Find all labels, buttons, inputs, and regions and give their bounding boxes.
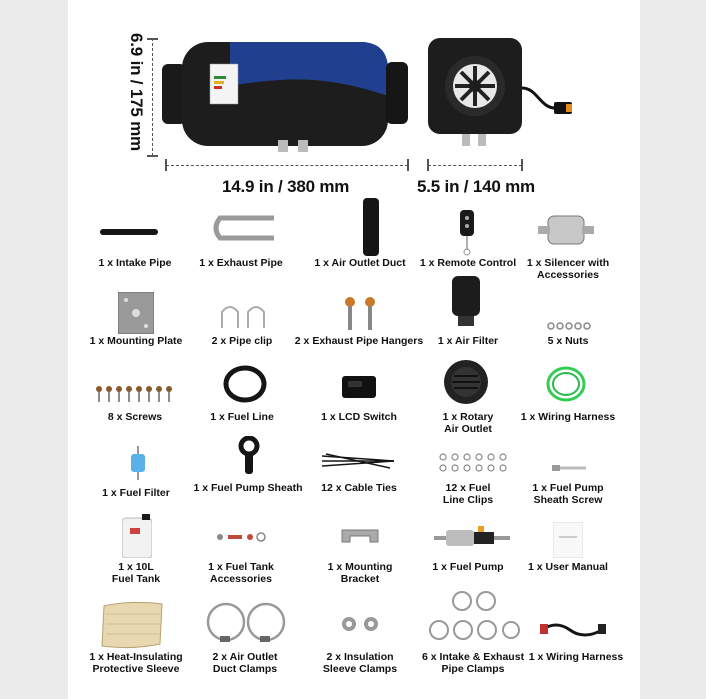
item-label: 1 x Mounting Bracket xyxy=(327,561,393,585)
item-label: 8 x Screws xyxy=(107,411,163,423)
item-label: 1 x Mounting Plate xyxy=(89,335,183,347)
item-label: 1 x Fuel Tank Accessories xyxy=(208,561,274,585)
air-outlet-duct-icon xyxy=(360,198,382,263)
cable-ties-icon xyxy=(322,452,394,475)
item-label: 1 x Silencer with Accessories xyxy=(526,257,610,281)
nuts-icon xyxy=(547,318,591,336)
pipe-clip-icon xyxy=(218,302,270,335)
item-label: 1 x Air Filter xyxy=(437,335,499,347)
mounting-bracket-icon xyxy=(340,528,380,553)
item-label: 1 x Wiring Harness xyxy=(520,411,616,423)
heater-side-view xyxy=(160,36,410,156)
insulating-sleeve-icon xyxy=(100,600,166,655)
item-label: 1 x Fuel Pump xyxy=(432,561,504,573)
width-dim-line xyxy=(428,165,522,166)
item-label: 1 x Fuel Pump Sheath Screw xyxy=(532,482,604,506)
wiring-harness-green-icon xyxy=(544,364,588,409)
tank-accessories-icon xyxy=(216,530,266,548)
item-label: 1 x Fuel Line xyxy=(210,411,274,423)
width-dimension: 5.5 in / 140 mm xyxy=(417,177,535,196)
item-label: 1 x Fuel Filter xyxy=(102,487,170,499)
item-label: 6 x Intake & Exhaust Pipe Clamps xyxy=(421,651,525,675)
lcd-switch-icon xyxy=(342,376,376,403)
mounting-plate-icon xyxy=(118,292,154,339)
screws-icon xyxy=(95,386,175,409)
heater-front-view xyxy=(428,38,580,154)
height-dimension: 6.9 in / 175 mm xyxy=(127,33,146,151)
width-dim-tick-right xyxy=(521,159,523,171)
height-dim-tick-top xyxy=(147,38,158,40)
user-manual-icon xyxy=(553,522,583,563)
duct-clamps-icon xyxy=(206,600,286,649)
item-label: 1 x 10L Fuel Tank xyxy=(111,561,161,585)
pump-sheath-icon xyxy=(236,436,262,481)
height-dim-tick-bottom xyxy=(147,155,158,157)
fuel-filter-icon xyxy=(128,446,148,487)
item-label: 2 x Pipe clip xyxy=(211,335,273,347)
item-label: 1 x Rotary Air Outlet xyxy=(442,411,494,435)
pipe-clamps-icon xyxy=(428,590,520,649)
item-label: 1 x LCD Switch xyxy=(321,411,397,423)
length-dimension: 14.9 in / 380 mm xyxy=(222,177,350,196)
intake-pipe-icon xyxy=(100,225,160,243)
item-label: 1 x Exhaust Pipe xyxy=(199,257,283,269)
fuel-pump-icon xyxy=(434,524,510,557)
length-dim-tick-right xyxy=(407,159,409,171)
rotary-outlet-icon xyxy=(442,358,490,411)
item-label: 1 x Fuel Pump Sheath xyxy=(193,482,303,494)
item-label: 1 x Air Outlet Duct xyxy=(314,257,406,269)
width-dim-tick-left xyxy=(427,159,429,171)
remote-control-icon xyxy=(458,210,476,261)
silencer-icon xyxy=(538,214,594,251)
height-dim-line xyxy=(152,38,153,156)
item-label: 12 x Cable Ties xyxy=(321,482,397,494)
item-label: 1 x Intake Pipe xyxy=(98,257,172,269)
item-label: 1 x Remote Control xyxy=(419,257,517,269)
length-dim-line xyxy=(166,165,408,166)
sheath-screw-icon xyxy=(552,460,586,478)
air-filter-icon xyxy=(450,276,484,333)
exhaust-hanger-icon xyxy=(342,296,382,337)
fuel-tank-icon xyxy=(122,514,152,563)
item-label: 1 x Heat-Insulating Protective Sleeve xyxy=(89,651,183,675)
item-label: 1 x Wiring Harness xyxy=(528,651,624,663)
item-label: 1 x User Manual xyxy=(528,561,608,573)
item-label: 5 x Nuts xyxy=(547,335,589,347)
sleeve-clamps-icon xyxy=(340,616,380,637)
item-label: 12 x Fuel Line Clips xyxy=(442,482,494,506)
item-label: 2 x Exhaust Pipe Hangers xyxy=(294,335,424,347)
length-dim-tick-left xyxy=(165,159,167,171)
item-label: 2 x Air Outlet Duct Clamps xyxy=(212,651,278,675)
line-clips-icon xyxy=(438,452,508,479)
item-label: 2 x Insulation Sleeve Clamps xyxy=(322,651,398,675)
wiring-harness-black-icon xyxy=(540,618,606,647)
fuel-line-icon xyxy=(222,364,268,409)
exhaust-pipe-icon xyxy=(210,214,276,249)
